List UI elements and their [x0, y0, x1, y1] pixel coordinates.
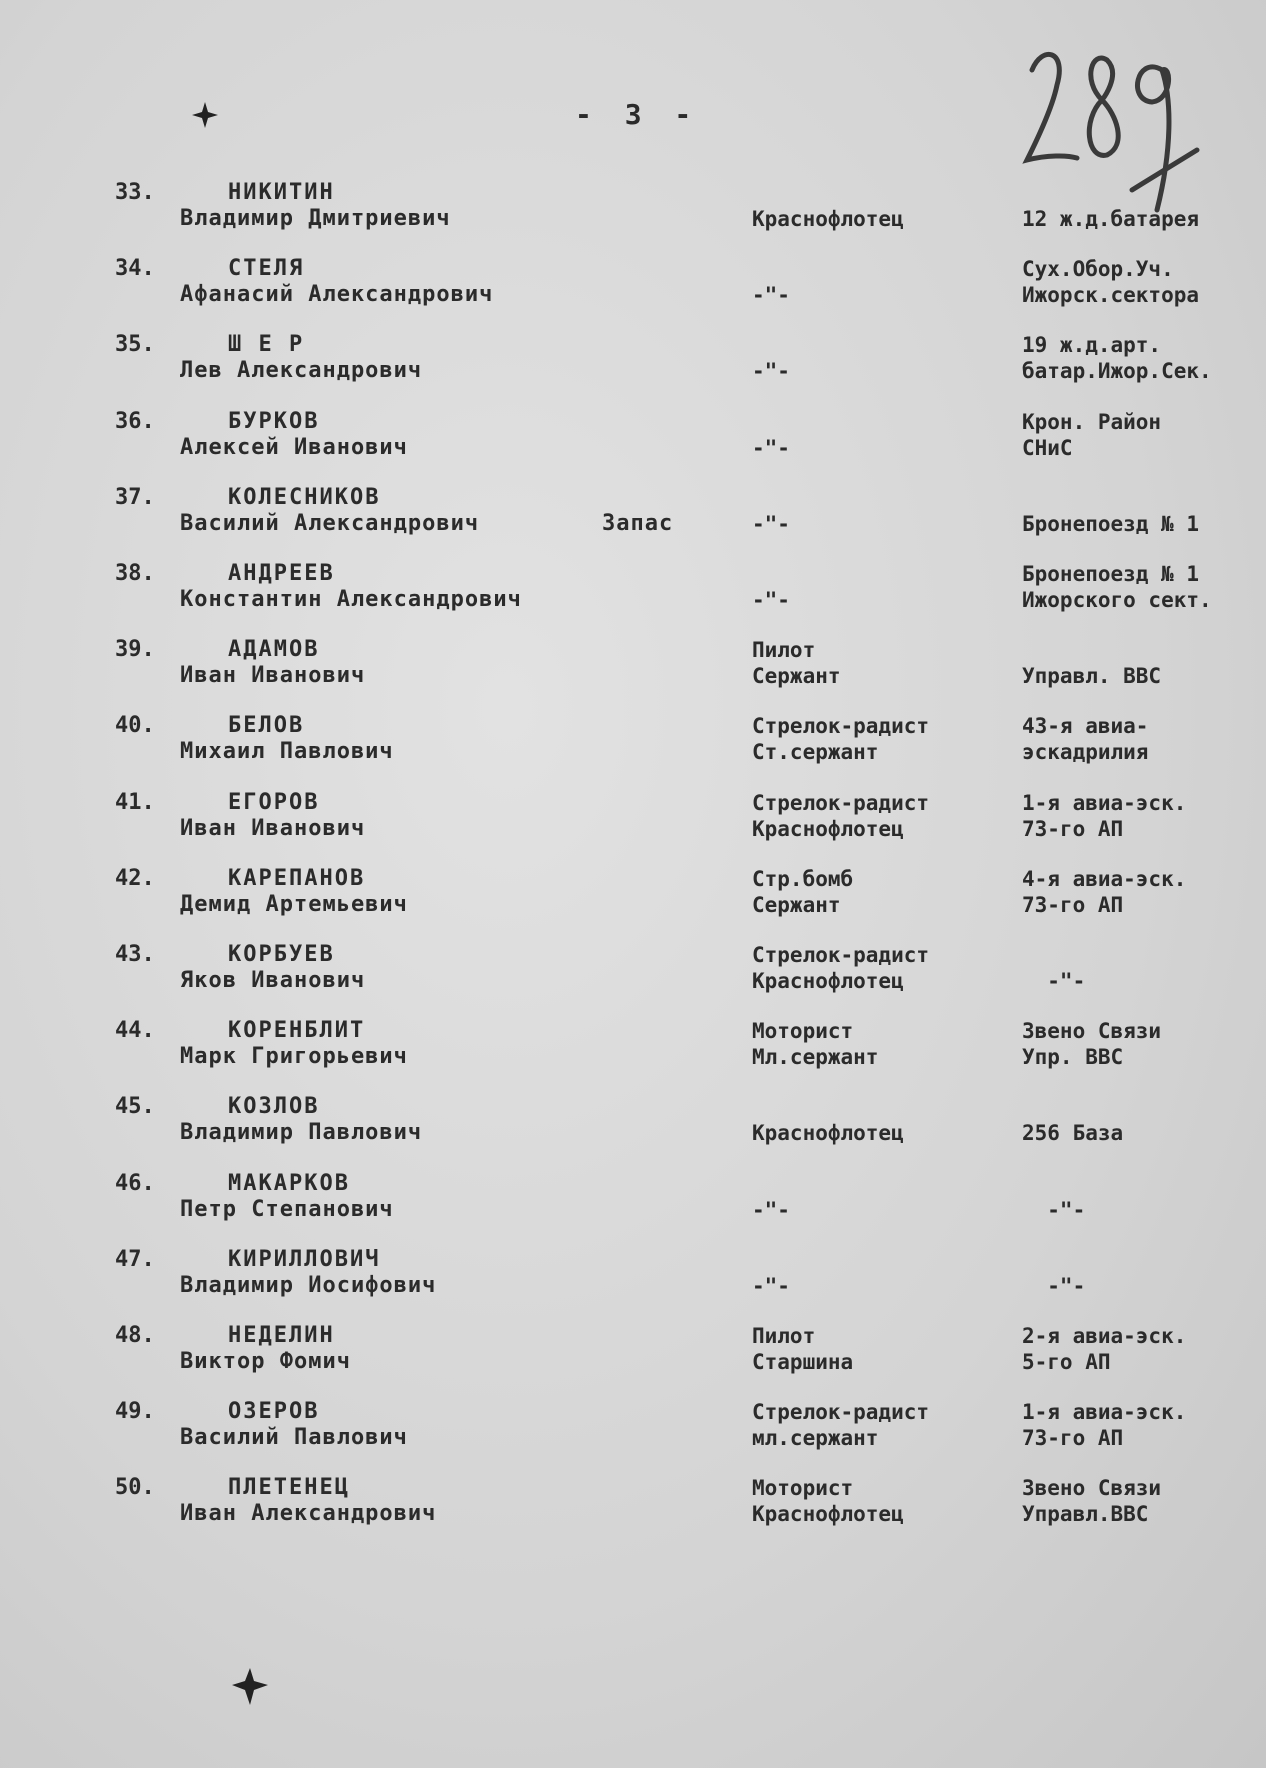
roster-entry: [0, 1094, 1266, 1168]
entry-rank: -"-: [752, 359, 790, 384]
roster-entry: [0, 942, 1266, 1016]
entry-surname: МАКАРКОВ: [228, 1170, 350, 1196]
entry-number: 44.: [115, 1018, 155, 1044]
entry-number: 49.: [115, 1399, 155, 1425]
entry-unit: Крон. Район СНиС: [1022, 409, 1162, 460]
roster-entry: [0, 1475, 1266, 1549]
entry-rank: -"-: [752, 1197, 790, 1222]
entry-number: 48.: [115, 1323, 155, 1348]
entry-rank: -"-: [752, 588, 790, 612]
entry-unit: Бронепоезд № 1: [1022, 511, 1200, 536]
entry-unit: 1-я авиа-эск. 73-го АП: [1022, 1400, 1187, 1451]
entry-rank: -"-: [752, 511, 790, 536]
entry-number: 50.: [115, 1475, 155, 1501]
roster-entry: [0, 1171, 1266, 1245]
entry-surname: КАРЕПАНОВ: [228, 865, 366, 891]
entry-number: 42.: [115, 865, 155, 891]
roster-entry: [0, 332, 1266, 406]
entry-rank: Стрелок-радист мл.сержант: [752, 1400, 930, 1451]
entry-surname: АНДРЕЕВ: [228, 561, 335, 586]
entry-given-names: Демид Артемьевич: [180, 891, 408, 917]
entry-unit: -"-: [1047, 1273, 1086, 1298]
roster-entry: [0, 256, 1266, 330]
entry-rank: -"-: [752, 1273, 790, 1298]
entry-surname: ЕГОРОВ: [228, 789, 320, 815]
roster-entry: [0, 561, 1266, 635]
entry-given-names: Марк Григорьевич: [180, 1044, 408, 1070]
entry-rank: -"-: [752, 283, 790, 308]
entry-surname: КОРБУЕВ: [228, 942, 335, 967]
entry-unit: -"-: [1047, 1197, 1086, 1222]
entry-number: 45.: [115, 1094, 155, 1120]
roster-entry: [0, 1399, 1266, 1473]
entry-number: 33.: [115, 180, 155, 205]
roster-entry: [0, 637, 1266, 711]
entry-number: 36.: [115, 408, 155, 434]
entry-surname: КОЛЕСНИКОВ: [228, 484, 381, 510]
entry-given-names: Владимир Иосифович: [180, 1272, 437, 1298]
entry-given-names: Василий Павлович: [180, 1425, 408, 1451]
entry-given-names: Виктор Фомич: [180, 1349, 351, 1374]
roster-entry: [0, 485, 1266, 559]
entry-given-names: Михаил Павлович: [180, 739, 394, 765]
punch-hole-mark: [228, 1665, 272, 1709]
entry-number: 39.: [115, 637, 155, 663]
entry-given-names: Афанасий Александрович: [180, 282, 494, 308]
entry-surname: ОЗЕРОВ: [228, 1399, 320, 1425]
entry-reserve-note: Запас: [602, 510, 674, 536]
entry-unit: Управл. ВВС: [1022, 664, 1162, 689]
entry-number: 43.: [115, 942, 155, 967]
entry-number: 37.: [115, 484, 155, 510]
entry-given-names: Владимир Дмитриевич: [180, 206, 451, 231]
entry-unit: Звено Связи Упр. ВВС: [1022, 1019, 1162, 1070]
entry-rank: Моторист Краснофлотец: [752, 1476, 904, 1527]
roster-entry: [0, 866, 1266, 940]
entry-rank: Стрелок-радист Краснофлотец: [752, 943, 930, 993]
entry-surname: СТЕЛЯ: [228, 256, 305, 282]
entry-rank: Стрелок-радист Ст.сержант: [752, 714, 930, 765]
roster-entry: [0, 713, 1266, 787]
roster-entry: [0, 409, 1266, 483]
entry-unit: Звено Связи Управл.ВВС: [1022, 1476, 1162, 1527]
entry-number: 46.: [115, 1170, 155, 1196]
page-number: - 3 -: [575, 98, 700, 131]
entry-given-names: Иван Иванович: [180, 663, 366, 689]
punch-hole-mark: [190, 100, 220, 130]
entry-unit: 43-я авиа- эскадрилия: [1022, 714, 1149, 765]
entry-unit: 1-я авиа-эск. 73-го АП: [1022, 790, 1187, 841]
entry-unit: 4-я авиа-эск. 73-го АП: [1022, 866, 1187, 917]
entry-unit: Сух.Обор.Уч. Ижорск.сектора: [1022, 257, 1200, 308]
entry-surname: КИРИЛЛОВИЧ: [228, 1246, 381, 1272]
entry-given-names: Владимир Павлович: [180, 1120, 423, 1146]
entry-rank: Пилот Старшина: [752, 1324, 854, 1374]
entry-surname: АДАМОВ: [228, 637, 320, 663]
entry-given-names: Иван Иванович: [180, 815, 366, 841]
entry-surname: Ш Е Р: [228, 332, 305, 358]
entry-surname: БЕЛОВ: [228, 713, 305, 739]
roster-entry: [0, 1247, 1266, 1321]
entry-rank: Краснофлотец: [752, 207, 904, 231]
entry-surname: КОЗЛОВ: [228, 1094, 320, 1120]
entry-rank: Стрелок-радист Краснофлотец: [752, 790, 930, 841]
entry-unit: -"-: [1047, 969, 1086, 993]
entry-given-names: Петр Степанович: [180, 1196, 394, 1222]
entry-rank: Краснофлотец: [752, 1121, 904, 1146]
entry-given-names: Алексей Иванович: [180, 434, 408, 460]
roster-entry: [0, 1018, 1266, 1092]
entry-number: 41.: [115, 789, 155, 815]
entry-given-names: Лев Александрович: [180, 358, 423, 384]
entry-given-names: Яков Иванович: [180, 968, 366, 993]
entry-rank: Стр.бомб Сержант: [752, 866, 854, 917]
roster-entry: [0, 180, 1266, 254]
entry-unit: 256 База: [1022, 1121, 1124, 1146]
entry-surname: НИКИТИН: [228, 180, 335, 205]
entry-unit: Бронепоезд № 1 Ижорского сект.: [1022, 562, 1212, 612]
entry-number: 35.: [115, 332, 155, 358]
entry-rank: Пилот Сержант: [752, 638, 841, 689]
entry-unit: 12 ж.д.батарея: [1022, 207, 1200, 231]
entry-given-names: Константин Александрович: [180, 587, 522, 612]
entry-number: 38.: [115, 561, 155, 586]
roster-entry: [0, 1323, 1266, 1397]
entry-unit: 2-я авиа-эск. 5-го АП: [1022, 1324, 1187, 1374]
entry-rank: -"-: [752, 435, 790, 460]
entry-surname: ПЛЕТЕНЕЦ: [228, 1475, 350, 1501]
entry-rank: Моторист Мл.сержант: [752, 1019, 879, 1070]
entry-number: 47.: [115, 1246, 155, 1272]
entry-number: 34.: [115, 256, 155, 282]
entry-given-names: Иван Александрович: [180, 1501, 437, 1527]
entry-given-names: Василий Александрович: [180, 510, 480, 536]
entry-surname: КОРЕНБЛИТ: [228, 1018, 366, 1044]
roster-entry: [0, 790, 1266, 864]
entry-surname: НЕДЕЛИН: [228, 1323, 335, 1348]
entry-unit: 19 ж.д.арт. батар.Ижор.Сек.: [1022, 333, 1212, 384]
entry-number: 40.: [115, 713, 155, 739]
entry-surname: БУРКОВ: [228, 408, 320, 434]
